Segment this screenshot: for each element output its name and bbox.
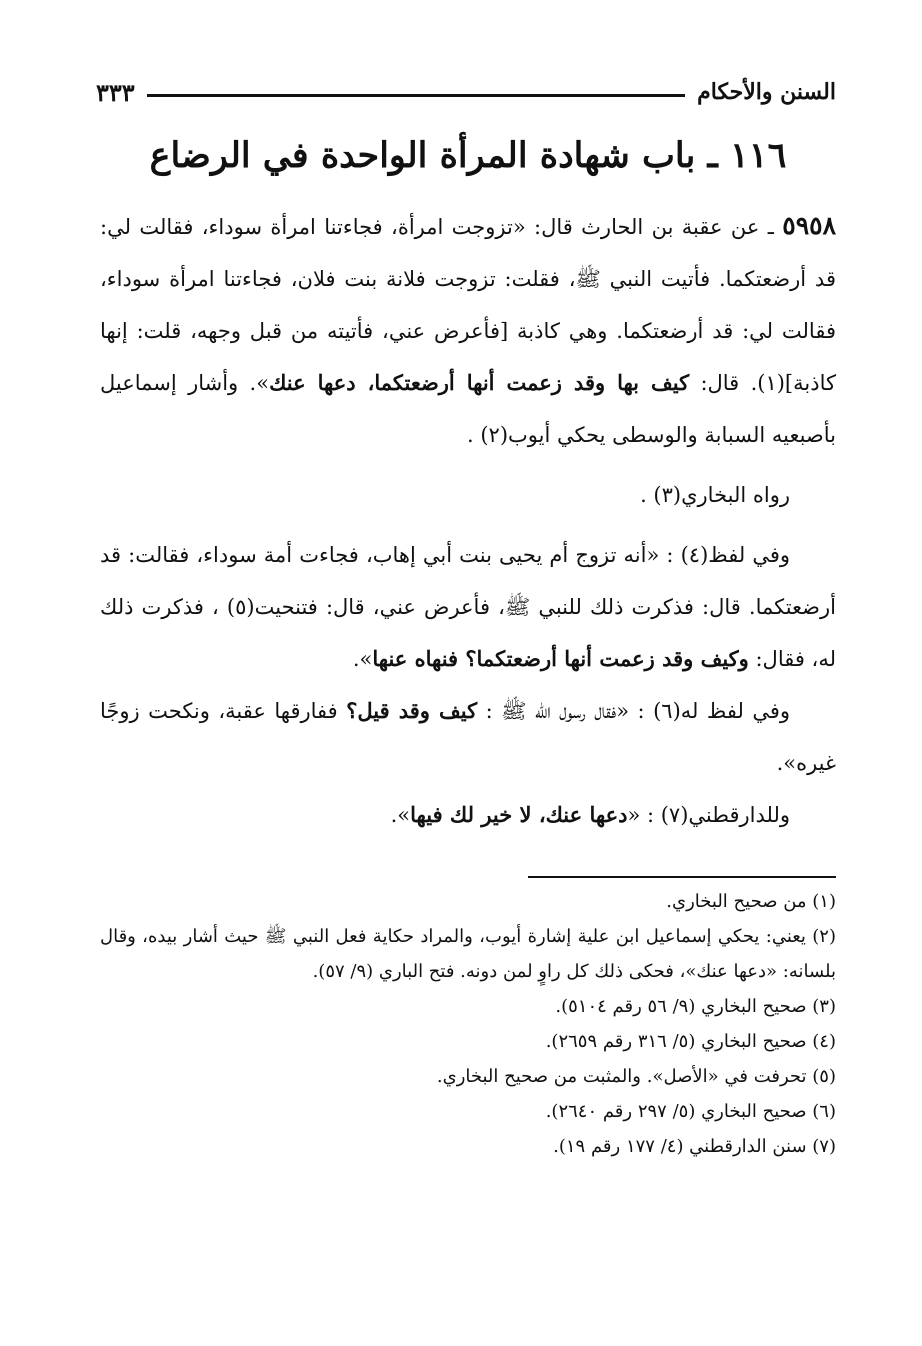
footnote: (٣) صحيح البخاري (٩/ ٥٦ رقم ٥١٠٤). (555, 996, 836, 1017)
hadith-quote-bold: دعها عنك، لا خير لك فيها (410, 802, 628, 827)
footnote: (٢) يعني: يحكي إسماعيل ابن علية إشارة أيوب، والمراد حكاية فعل النبي ﷺ حيث أشار بيده، وقال بلسانه: «دعها عنك»، فحكى ذلك كل راوٍ لمن دونه. فتح الباري (٩/ ٥٧). (100, 926, 836, 982)
chapter-title: ١١٦ ـ باب شهادة المرأة الواحدة في الرضاع (149, 135, 787, 176)
footnote: (٥) تحرفت في «الأصل». والمثبت من صحيح البخاري. (436, 1066, 836, 1087)
footnote: (١) من صحيح البخاري. (666, 891, 836, 912)
footnote-separator (528, 876, 836, 878)
header-rule (147, 94, 685, 97)
hadith-text-part: ». وأشار إسماعيل بأصبعيه السبابة والوسطى يحكي أيوب(٢) . (100, 371, 836, 447)
hadith-text-part: وفي لفظ(٤) : «أنه تزوج أم يحيى بنت أبي إهاب، فجاءت أمة سوداء، فقالت: قد أرضعتكما. قال: فذكرت ذلك للنبي ﷺ، فأعرض عني، قال: فتنحيت(٥) ، فذكرت ذلك له، فقال: (100, 543, 836, 671)
footnote: (٧) سنن الدارقطني (٤/ ١٧٧ رقم ١٩). (553, 1136, 836, 1157)
hadith-text-part: وللدارقطني(٧) : « (627, 803, 790, 827)
hadith-text-part: ». (390, 803, 411, 827)
footnote: (٤) صحيح البخاري (٥/ ٣١٦ رقم ٢٦٥٩). (545, 1031, 836, 1052)
running-header (96, 72, 836, 112)
hadith-text-part: ». (352, 647, 373, 671)
hadith-quote-bold: وكيف وقد زعمت أنها أرضعتكما؟ فنهاه عنها (372, 646, 749, 671)
hadith-number: ٥٩٥٨ (782, 211, 836, 240)
footnotes (100, 884, 836, 1164)
hadith-text-part: ففارقها عقبة، ونكحت زوجًا غيره». (100, 699, 836, 775)
hadith-paragraph-1 (100, 200, 836, 461)
footnote: (٦) صحيح البخاري (٥/ ٢٩٧ رقم ٢٦٤٠). (545, 1101, 836, 1122)
hadith-paragraph-4 (100, 685, 836, 789)
hadith-text (100, 200, 836, 841)
hadith-paragraph-3 (100, 529, 836, 685)
hadith-quote-bold: كيف وقد قيل؟ (346, 698, 478, 723)
hadith-text-part: وفي لفظ له(٦) : «فقال رسول الله ﷺ : (485, 699, 791, 723)
hadith-quote-bold: كيف بها وقد زعمت أنها أرضعتكما، دعها عنك (269, 370, 690, 395)
book-title: السنن والأحكام (697, 79, 836, 105)
page-number: ٣٣٣ (96, 77, 135, 107)
hadith-text-part: ـ عن عقبة بن الحارث قال: «تزوجت امرأة، فجاءتنا امرأة سوداء، فقالت لي: قد أرضعتكما. فأتيت النبي ﷺ، فقلت: تزوجت فلانة بنت فلان، فجاءتنا امرأة سوداء، فقالت لي: قد أرضعتكما. وهي كاذبة [فأعرض عني، فأتيته من قبل وجهه، قلت: إنها كاذبة](١). قال: (100, 215, 836, 395)
hadith-paragraph-5 (100, 789, 836, 841)
hadith-source: رواه البخاري(٣) . (640, 483, 790, 507)
